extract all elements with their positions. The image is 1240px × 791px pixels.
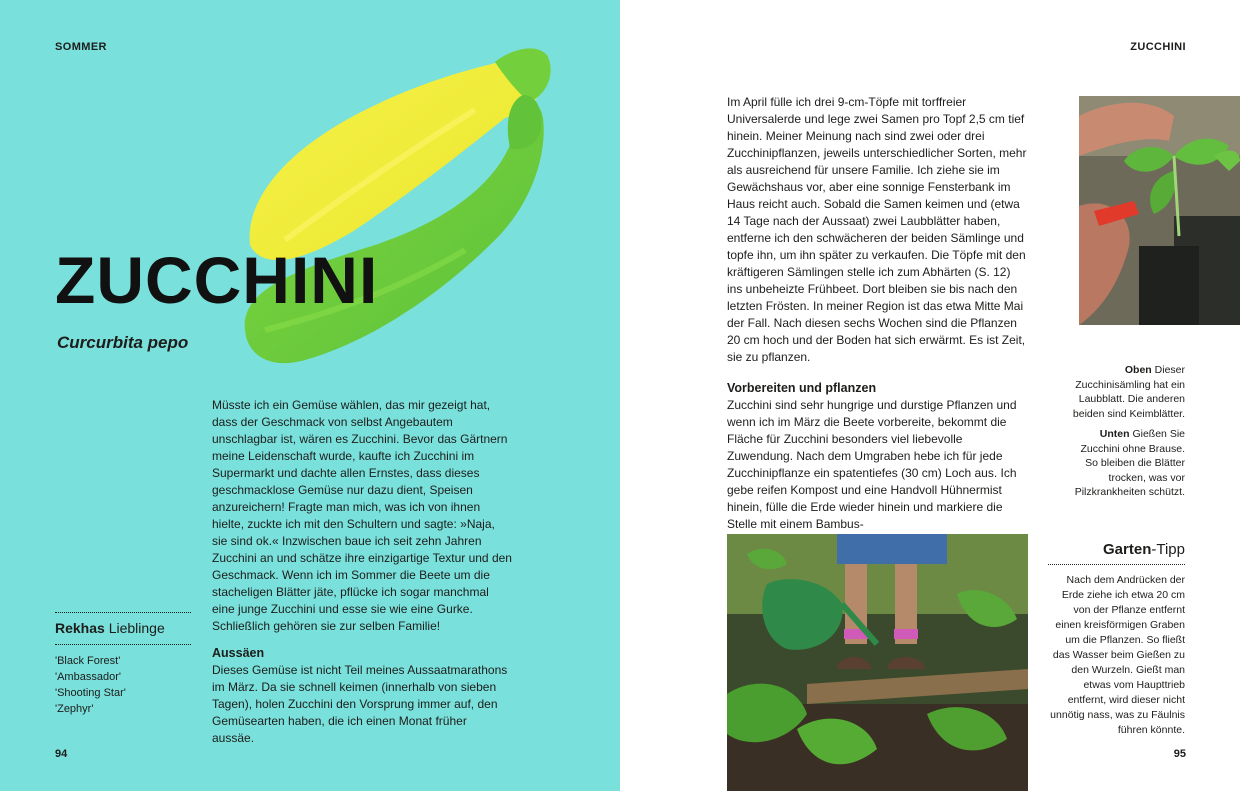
favorite-item: 'Black Forest' [55, 655, 121, 667]
watering-photo [727, 534, 1028, 791]
caption-top [1072, 363, 1185, 421]
page-number-left: 94 [55, 748, 68, 760]
section-heading-aussaeen: Aussäen [212, 646, 265, 660]
caption-bottom-text: Gießen Sie Zucchini ohne Brause. So bleiben die Blätter trocken, was vor Pilzkrankheiten schützt. [1074, 428, 1185, 498]
favorite-item: 'Shooting Star' [55, 687, 126, 699]
caption-bottom-label: Unten [1099, 428, 1130, 440]
photo-captions [1072, 363, 1185, 506]
tip-text: Nach dem Andrücken der Erde ziehe ich etwa 20 cm von der Pflanze entfernt einen kreisförmigen Graben um die Pflanzen. So fließt das Wasser beim Gießen zu den Wurzeln. Gießt man etwas vom Haupttrieb entfernt, wird dieser nicht unnötig nass, was zu Fäulnis führen könnte. [1050, 574, 1185, 736]
dotted-divider [55, 644, 191, 645]
running-head-right: ZUCCHINI [1130, 41, 1186, 53]
intro-paragraph: Müsste ich ein Gemüse wählen, das mir gezeigt hat, dass der Geschmack von selbst Angebautem unschlagbar ist, wären es Zucchini. Bevor das Gärtnern meine Leidenschaft wurde, kaufte ich Zucchini im Supermarkt und dachte allen Ernstes, dass dieses geschmacklose Gemüse nur dazu dient, Speisen anzureichern! Fragte man mich, was ich von ihnen hielte, zuckte ich mit den Schultern und sagte: »Naja, sie sind ok.« Inzwischen baue ich seit zehn Jahren Zucchini an und schätze ihre einzigartige Textur und den Geschmack. Wenn ich im Sommer die Beete um die stacheligen Blätter jäte, pflücke ich sogar manchmal eine junge Zucchini und esse sie wie eine Gurke. Schließlich gehören sie zur selben Familie! [212, 398, 512, 633]
tip-title-rest: -Tipp [1151, 541, 1185, 558]
seedling-photo [1079, 96, 1240, 325]
favorites-title [55, 620, 191, 636]
favorites-title-bold: Rekhas [55, 620, 105, 636]
right-page [620, 0, 1240, 791]
right-main-column [727, 94, 1029, 547]
favorites-box [55, 612, 191, 717]
garden-tip-box [1048, 541, 1185, 738]
section-paragraph-vorbereiten: Zucchini sind sehr hungrige und durstige Pflanzen und wenn ich im März die Beete vorbereite, bekommt die Fläche für Zucchini besonders viel liebevolle Zuwendung. Nach dem Umgraben hebe ich für jede Zucchinipflanze ein spatentiefes (30 cm) Loch aus. Ich gebe reifen Kompost und eine Handvoll Hühnermist hinein, fülle die Erde wieder hinein und markiere die Stelle mit einem Bambus- [727, 398, 1017, 531]
tip-title-bold: Garten [1103, 541, 1152, 558]
dotted-divider [55, 612, 191, 613]
dotted-divider [1048, 564, 1185, 565]
planting-paragraph: Im April fülle ich drei 9-cm-Töpfe mit torffreier Universalerde und lege zwei Samen pro Topf 2,5 cm tief hinein. Meiner Meinung nach sind zwei oder drei Zucchinipflanzen, jeweils unterschiedlicher Sorten, mehr als ausreichend für unsere Familie. Ich ziehe sie im Gewächshaus vor, aber eine sonnige Fensterbank im Haus reicht auch. Sobald die Samen keimen und (etwa 14 Tage nach der Aussaat) zwei Laubblätter haben, entferne ich den schwächeren der beiden Sämlinge und topfe ihn, um ihn später zu verkaufen. Die Töpfe mit den kräftigeren Sämlingen stelle ich zum Abhärten (S. 12) ins unbeheizte Frühbeet. Dort bleiben sie bis nach den letzten Frösten. In meiner Region ist das etwa Mitte Mai der Fall. Nach diesen sechs Wochen sind die Pflanzen 20 cm hoch und der Boden hat sich erwärmt. Es ist Zeit, sie zu pflanzen. [727, 95, 1027, 364]
tip-title [1048, 541, 1185, 558]
favorites-title-rest: Lieblinge [104, 620, 165, 636]
left-main-column [212, 397, 512, 757]
page-number-right: 95 [1173, 748, 1186, 760]
favorite-item: 'Ambassador' [55, 671, 121, 683]
section-paragraph-aussaeen: Dieses Gemüse ist nicht Teil meines Aussaatmarathons im März. Da sie schnell keimen (innerhalb von sieben Tagen), holen Zucchini den Vorsprung immer auf, den Gemüsearten haben, die ich einen Monat früher aussäe. [212, 663, 508, 745]
caption-top-label: Oben [1124, 364, 1152, 376]
caption-top-text: Dieser Zucchinisämling hat ein Laubblatt. Die anderen beiden sind Keimblätter. [1072, 364, 1185, 420]
latin-name: Curcurbita pepo [57, 333, 189, 352]
zucchini-illustration [225, 40, 555, 375]
caption-bottom [1072, 427, 1185, 500]
page-title: ZUCCHINI [55, 243, 379, 317]
running-head-left: SOMMER [55, 41, 107, 53]
favorite-item: 'Zephyr' [55, 703, 94, 715]
section-heading-vorbereiten: Vorbereiten und pflanzen [727, 381, 877, 395]
